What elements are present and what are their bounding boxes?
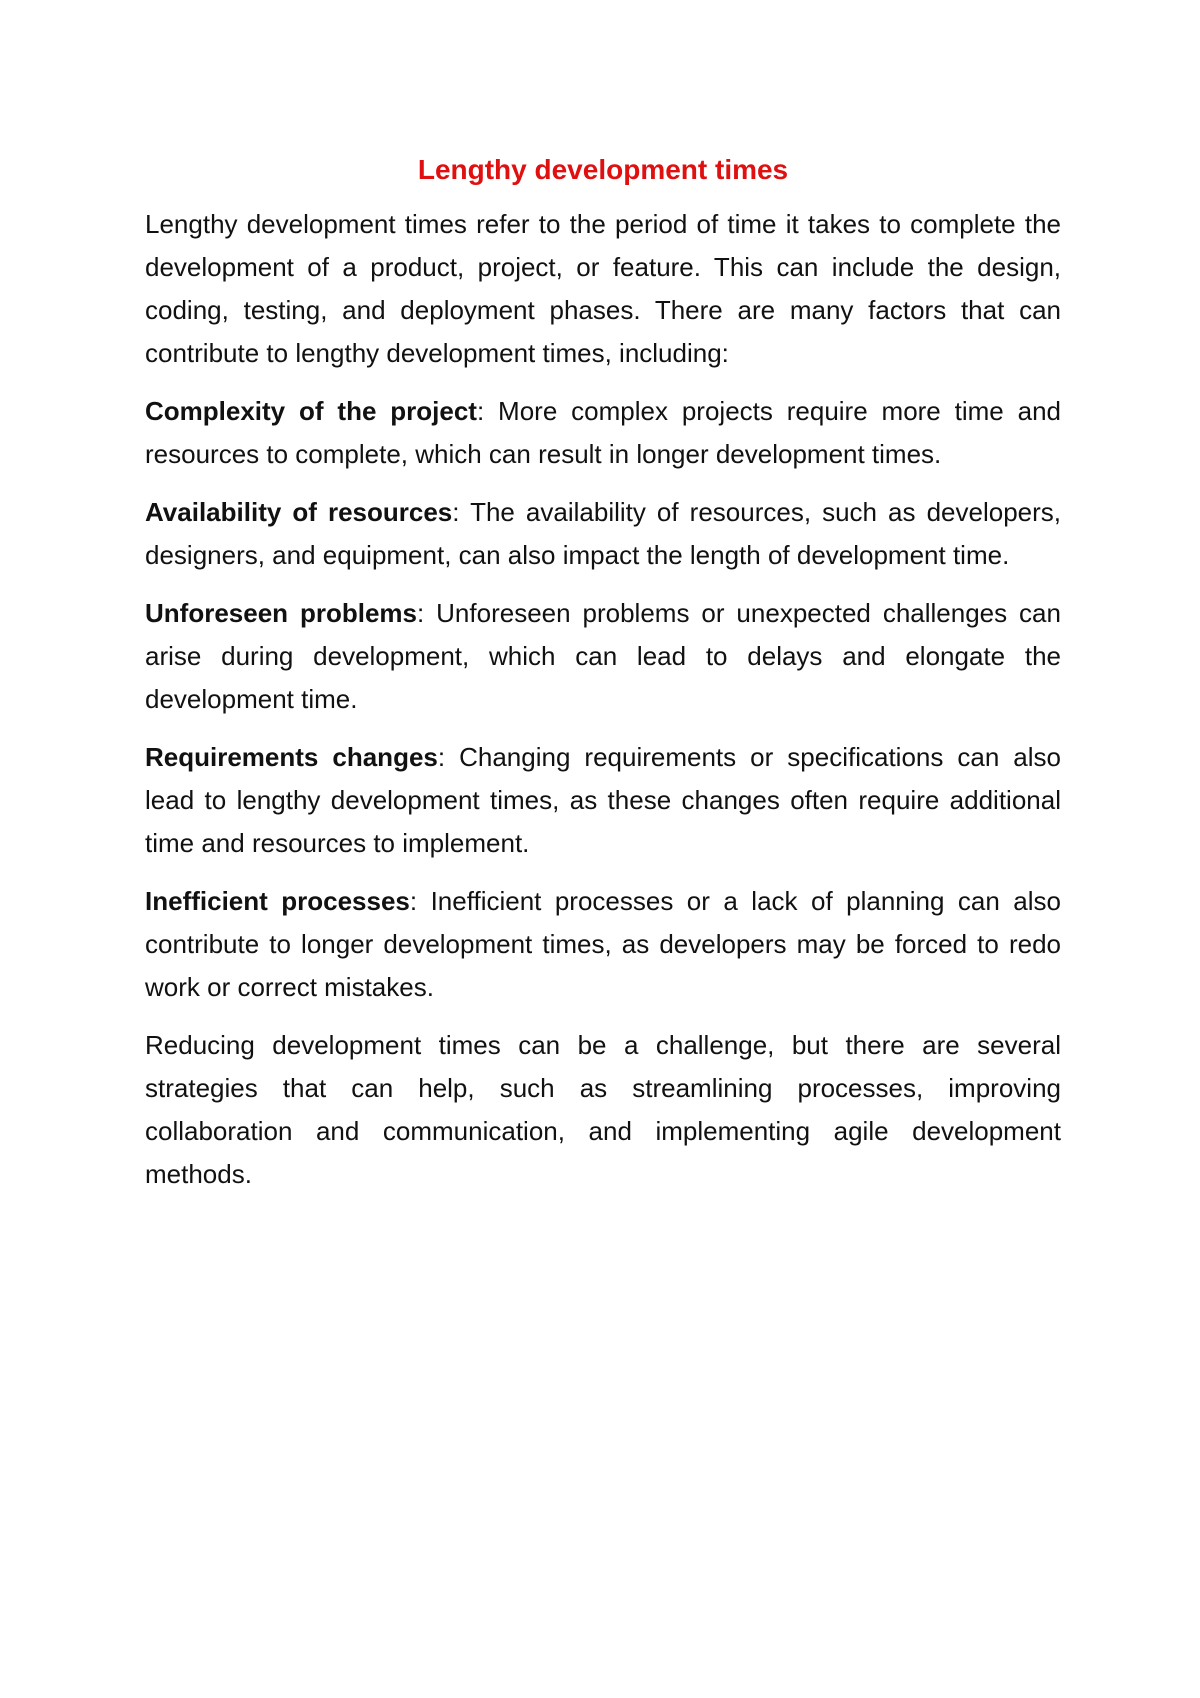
factor-description: : More complex projects require more time and resources to complete, which can result in longer development times.	[145, 396, 1061, 469]
factor-description: : Unforeseen problems or unexpected challenges can arise during development, which can lead to delays and elongate the development time.	[145, 598, 1061, 714]
factor-paragraph-resources	[145, 491, 1061, 577]
factor-term: Requirements changes	[145, 742, 438, 772]
factor-description: : Inefficient processes or a lack of planning can also contribute to longer development times, as developers may be forced to redo work or correct mistakes.	[145, 886, 1061, 1002]
document-title: Lengthy development times	[417, 154, 789, 185]
factor-paragraph-complexity	[145, 390, 1061, 476]
factor-paragraph-unforeseen	[145, 592, 1061, 721]
factor-term: Complexity of the project	[145, 396, 477, 426]
factor-paragraph-processes	[145, 880, 1061, 1009]
factor-term: Unforeseen problems	[145, 598, 417, 628]
factor-term: Availability of resources	[145, 497, 453, 527]
factor-paragraph-requirements	[145, 736, 1061, 865]
factor-description: : The availability of resources, such as developers, designers, and equipment, can also impact the length of development time.	[145, 497, 1061, 570]
conclusion-paragraph: Reducing development times can be a challenge, but there are several strategies that can help, such as streamlining processes, improving collaboration and communication, and implementing agile development methods.	[145, 1030, 1061, 1189]
intro-paragraph: Lengthy development times refer to the period of time it takes to complete the development of a product, project, or feature. This can include the design, coding, testing, and deployment phases. There are many factors that can contribute to lengthy development times, including:	[145, 209, 1061, 368]
factor-description: : Changing requirements or specifications can also lead to lengthy development times, as these changes often require additional time and resources to implement.	[145, 742, 1061, 858]
factor-term: Inefficient processes	[145, 886, 410, 916]
document-body	[145, 150, 1061, 1211]
